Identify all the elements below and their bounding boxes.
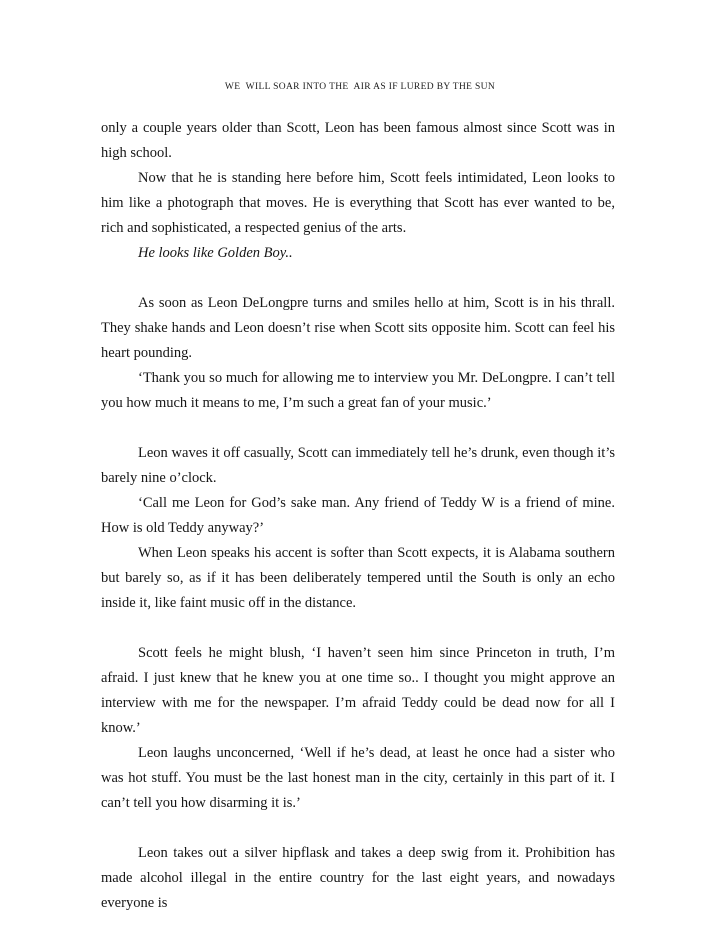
running-header: WE WILL SOAR INTO THE AIR AS IF LURED BY THE SUN	[224, 82, 496, 92]
paragraph: Scott feels he might blush, ‘I haven’t seen him since Princeton in truth, I’m afraid. I just knew that he knew you at one time so.. I thought you might approve an interview with me for the newspaper. I’m afraid Teddy could be dead now for all I know.’	[101, 645, 615, 736]
page-body	[101, 116, 615, 916]
paragraph: He looks like Golden Boy..	[138, 245, 293, 261]
paragraph: ‘Thank you so much for allowing me to interview you Mr. DeLongpre. I can’t tell you how much it means to me, I’m such a great fan of your music.’	[101, 370, 615, 411]
paragraph: As soon as Leon DeLongpre turns and smiles hello at him, Scott is in his thrall. They shake hands and Leon doesn’t rise when Scott sits opposite him. Scott can feel his heart pounding.	[101, 295, 615, 361]
paragraph: Leon laughs unconcerned, ‘Well if he’s dead, at least he once had a sister who was hot stuff. You must be the last honest man in the city, certainly in this part of it. I can’t tell you how disarming it is.’	[101, 745, 615, 811]
paragraph: ‘Call me Leon for God’s sake man. Any friend of Teddy W is a friend of mine. How is old Teddy anyway?’	[101, 495, 615, 536]
paragraph: Now that he is standing here before him, Scott feels intimidated, Leon looks to him like a photograph that moves. He is everything that Scott has ever wanted to be, rich and sophisticated, a respected genius of the arts.	[101, 170, 615, 236]
paragraph: only a couple years older than Scott, Leon has been famous almost since Scott was in high school.	[101, 120, 615, 161]
paragraph: Leon takes out a silver hipflask and takes a deep swig from it. Prohibition has made alcohol illegal in the entire country for the last eight years, and nowadays everyone is	[101, 845, 615, 911]
paragraph: Leon waves it off casually, Scott can immediately tell he’s drunk, even though it’s barely nine o’clock.	[101, 445, 615, 486]
paragraph: When Leon speaks his accent is softer than Scott expects, it is Alabama southern but barely so, as if it has been deliberately tempered until the South is only an echo inside it, like faint music off in the distance.	[101, 545, 615, 611]
